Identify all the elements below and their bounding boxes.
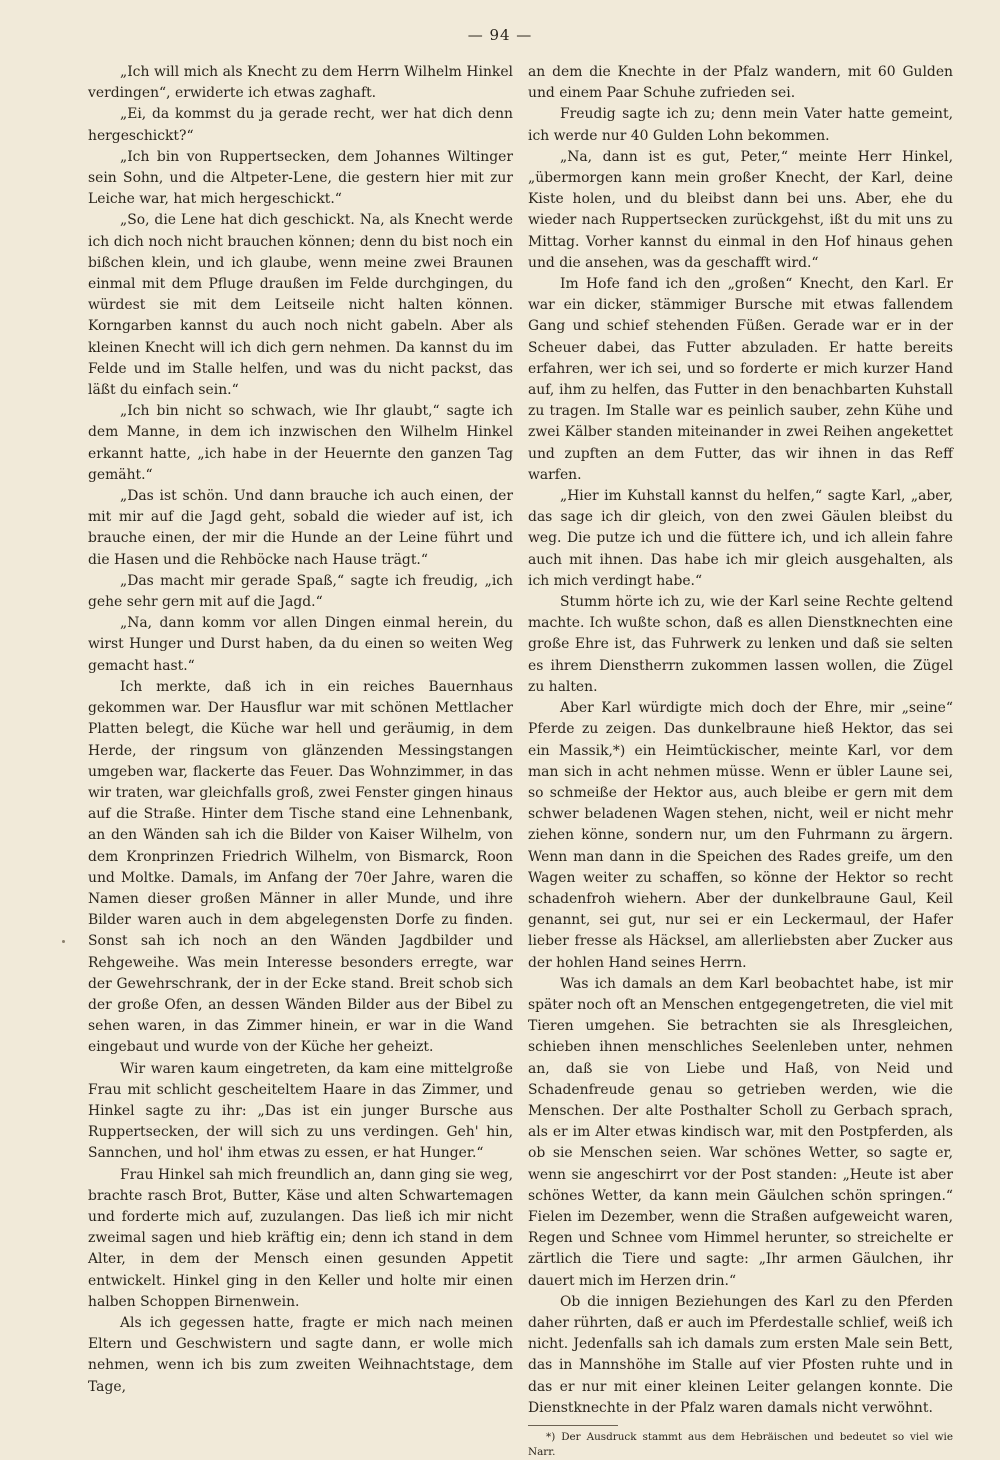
paragraph: „Na, dann komm vor allen Dingen einmal herein, du wirst Hunger und Durst haben, da du einen so weiten Weg gemacht hast.“ [88,615,513,674]
paragraph: Freudig sagte ich zu; denn mein Vater hatte gemeint, ich werde nur 40 Gulden Lohn bekommen. [528,106,953,144]
paragraph: Im Hofe fand ich den „großen“ Knecht, den Karl. Er war ein dicker, stämmiger Bursche mit etwas fallendem Gang und schief stehenden Füßen. Gerade war er in der Scheuer dabei, das Futter abzuladen. Er hatte bereits erfahren, wer ich sei, und so forderte er mich kurzer Hand auf, ihm zu helfen, das Futter in den benachbarten Kuhstall zu tragen. Im Stalle war es peinlich sauber, zehn Kühe und zwei Kälber standen miteinander in zwei Reihen angekettet und zupften an dem Futter, das wir ihnen in das Reff warfen. [528,276,953,483]
left-column [88,62,513,1398]
footnote: *) Der Ausdruck stammt aus dem Hebräischen und bedeutet so viel wie Narr. [528,1431,953,1458]
paragraph: Was ich damals an dem Karl beobachtet habe, ist mir später noch oft an Menschen entgegengetreten, die viel mit Tieren umgehen. Sie betrachten sie als Ihresgleichen, schieben ihnen menschliches Seelenleben unter, nehmen an, daß sie von Liebe und Haß, von Neid und Schadenfreude genau so getrieben werden, wie die Menschen. Der alte Posthalter Scholl zu Gerbach sprach, als er im Alter etwas kindisch war, mit den Postpferden, als ob sie Menschen seien. War schönes Wetter, so sagte er, wenn sie angeschirrt vor der Post standen: „Heute ist aber schönes Wetter, da kann mein Gäulchen schön springen.“ Fielen im Dezember, wenn die Straßen aufgeweicht waren, Regen und Schnee vom Himmel herunter, so streichelte er zärtlich die Tiere und sagte: „Ihr armen Gäulchen, ihr dauert mich im Herzen drin.“ [528,975,953,1289]
footnote-divider [528,1425,618,1426]
paragraph: „So, die Lene hat dich geschickt. Na, als Knecht werde ich dich noch nicht brauchen können; denn du bist noch ein bißchen klein, und ich glaube, wenn meine zwei Braunen einmal mit dem Pfluge draußen im Felde durchgingen, du würdest sie mit dem Leitseile nicht halten können. Korngarben kannst du auch noch nicht gabeln. Aber als kleinen Knecht will ich dich gern nehmen. Da kannst du im Felde und im Stalle helfen, und was du nicht packst, das läßt du einfach sein.“ [88,212,513,399]
paragraph: Aber Karl würdigte mich doch der Ehre, mir „seine“ Pferde zu zeigen. Das dunkelbraune hieß Hektor, das sei ein Massik,*) ein Heimtückischer, meinte Karl, vor dem man sich in acht nehmen müsse. Wenn er übler Laune sei, so schmeiße der Hektor aus, auch bleibe er gern mit dem schwer beladenen Wagen stehen, nicht, weil er nicht mehr ziehen könne, sondern nur, um den Fuhrmann zu ärgern. Wenn man dann in die Speichen des Rades greife, um den Wagen weiter zu schaffen, so könne der Hektor so recht schadenfroh wiehern. Aber der dunkelbraune Gaul, Keil genannt, sei gut, nur sei er ein Leckermaul, der Hafer lieber fresse als Häcksel, am allerliebsten aber Zucker aus der hohlen Hand seines Herrn. [528,700,953,971]
paragraph: Ob die innigen Beziehungen des Karl zu den Pferden daher rührten, daß er auch im Pferdestalle schlief, weiß ich nicht. Jedenfalls sah ich damals zum ersten Male sein Bett, das in Mannshöhe im Stalle auf vier Pfosten ruhte und in das er nur mit einer kleinen Leiter gelangen konnte. Die Dienstknechte in der Pfalz waren damals nicht verwöhnt. [528,1293,953,1416]
paragraph: „Ich bin von Ruppertsecken, dem Johannes Wiltinger sein Sohn, und die Altpeter-Lene, die gestern hier mit zur Leiche war, hat mich hergeschickt.“ [88,148,513,208]
paragraph: „Das macht mir gerade Spaß,“ sagte ich freudig, „ich gehe sehr gern mit auf die Jagd.“ [88,572,513,611]
page-number: — 94 — [467,26,533,44]
margin-dot [62,940,65,943]
right-column [528,62,953,1460]
paragraph: „Ei, da kommst du ja gerade recht, wer hat dich denn hergeschickt?“ [88,106,513,144]
paragraph: „Das ist schön. Und dann brauche ich auch einen, der mit mir auf die Jagd geht, sobald die wieder auf ist, ich brauche einen, der mir die Hunde an der Leine führt und die Hasen und die Rehböcke nach Hause trägt.“ [88,488,513,568]
paragraph: Frau Hinkel sah mich freundlich an, dann ging sie weg, brachte rasch Brot, Butter, Käse und alten Schwartemagen und forderte mich auf, zuzulangen. Das ließ ich mir nicht zweimal sagen und hieb kräftig ein; denn ich stand in dem Alter, in dem der Mensch einen gesunden Appetit entwickelt. Hinkel ging in den Keller und holte mir einen halben Schoppen Birnenwein. [88,1166,513,1310]
paragraph-continuation: an dem die Knechte in der Pfalz wandern, mit 60 Gulden und einem Paar Schuhe zufrieden sei. [528,64,953,102]
paragraph: „Hier im Kuhstall kannst du helfen,“ sagte Karl, „aber, das sage ich dir gleich, von den zwei Gäulen bleibst du weg. Die putze ich und die füttere ich, und ich allein fahre auch mit ihnen. Das habe ich mir gleich ausgehalten, als ich mich verdingt habe.“ [528,488,953,589]
paragraph: Stumm hörte ich zu, wie der Karl seine Rechte geltend machte. Ich wußte schon, daß es allen Dienstknechten eine große Ehre ist, das Fuhrwerk zu lenken und daß sie selten es ihrem Dienstherrn zukommen lassen wollen, die Zügel zu halten. [528,594,953,695]
paragraph: „Ich bin nicht so schwach, wie Ihr glaubt,“ sagte ich dem Manne, in dem ich inzwischen den Wilhelm Hinkel erkannt hatte, „ich habe in der Heuernte den ganzen Tag gemäht.“ [88,403,513,483]
paragraph: Als ich gegessen hatte, fragte er mich nach meinen Eltern und Geschwistern und sagte dann, er wolle mich nehmen, wenn ich bis zum zweiten Weihnachtstage, dem Tage, [88,1314,513,1395]
paragraph: Ich merkte, daß ich in ein reiches Bauernhaus gekommen war. Der Hausflur war mit schönen Mettlacher Platten belegt, die Küche war hell und geräumig, in dem Herde, der ringsum von glänzenden Messingstangen umgeben war, flackerte das Feuer. Das Wohnzimmer, in das wir traten, war gleichfalls groß, zwei Fenster gingen hinaus auf die Straße. Hinter dem Tische stand eine Lehnenbank, an den Wänden sah ich die Bilder von Kaiser Wilhelm, von dem Kronprinzen Friedrich Wilhelm, von Bismarck, Roon und Moltke. Damals, im Anfang der 70er Jahre, waren die Namen dieser großen Männer in aller Munde, und ihre Bilder waren auch in dem abgelegensten Dorfe zu finden. Sonst sah ich noch an den Wänden Jagdbilder und Rehgeweihe. Was mein Interesse besonders erregte, war der Gewehrschrank, der in der Ecke stand. Breit schob sich der große Ofen, an dessen Wänden Bilder aus der Bibel zu sehen waren, in das Zimmer hinein, er war in die Wand eingebaut und wurde von der Küche her geheizt. [88,678,513,1056]
paragraph: „Ich will mich als Knecht zu dem Herrn Wilhelm Hinkel verdingen“, erwiderte ich etwas zaghaft. [88,64,513,102]
paragraph: Wir waren kaum eingetreten, da kam eine mittelgroße Frau mit schlicht gescheiteltem Haare in das Zimmer, und Hinkel sagte zu ihr: „Das ist ein junger Bursche aus Ruppertsecken, der will sich zu uns verdingen. Geh' hin, Sannchen, und hol' ihm etwas zu essen, er hat Hunger.“ [88,1060,513,1162]
paragraph: „Na, dann ist es gut, Peter,“ meinte Herr Hinkel, „übermorgen kann mein großer Knecht, der Karl, deine Kiste holen, und du bleibst dann bei uns. Aber, ehe du wieder nach Ruppertsecken zurückgehst, ißt du mit uns zu Mittag. Vorher kannst du einmal in den Hof hinaus gehen und die ansehen, was da geschafft wird.“ [528,148,953,271]
